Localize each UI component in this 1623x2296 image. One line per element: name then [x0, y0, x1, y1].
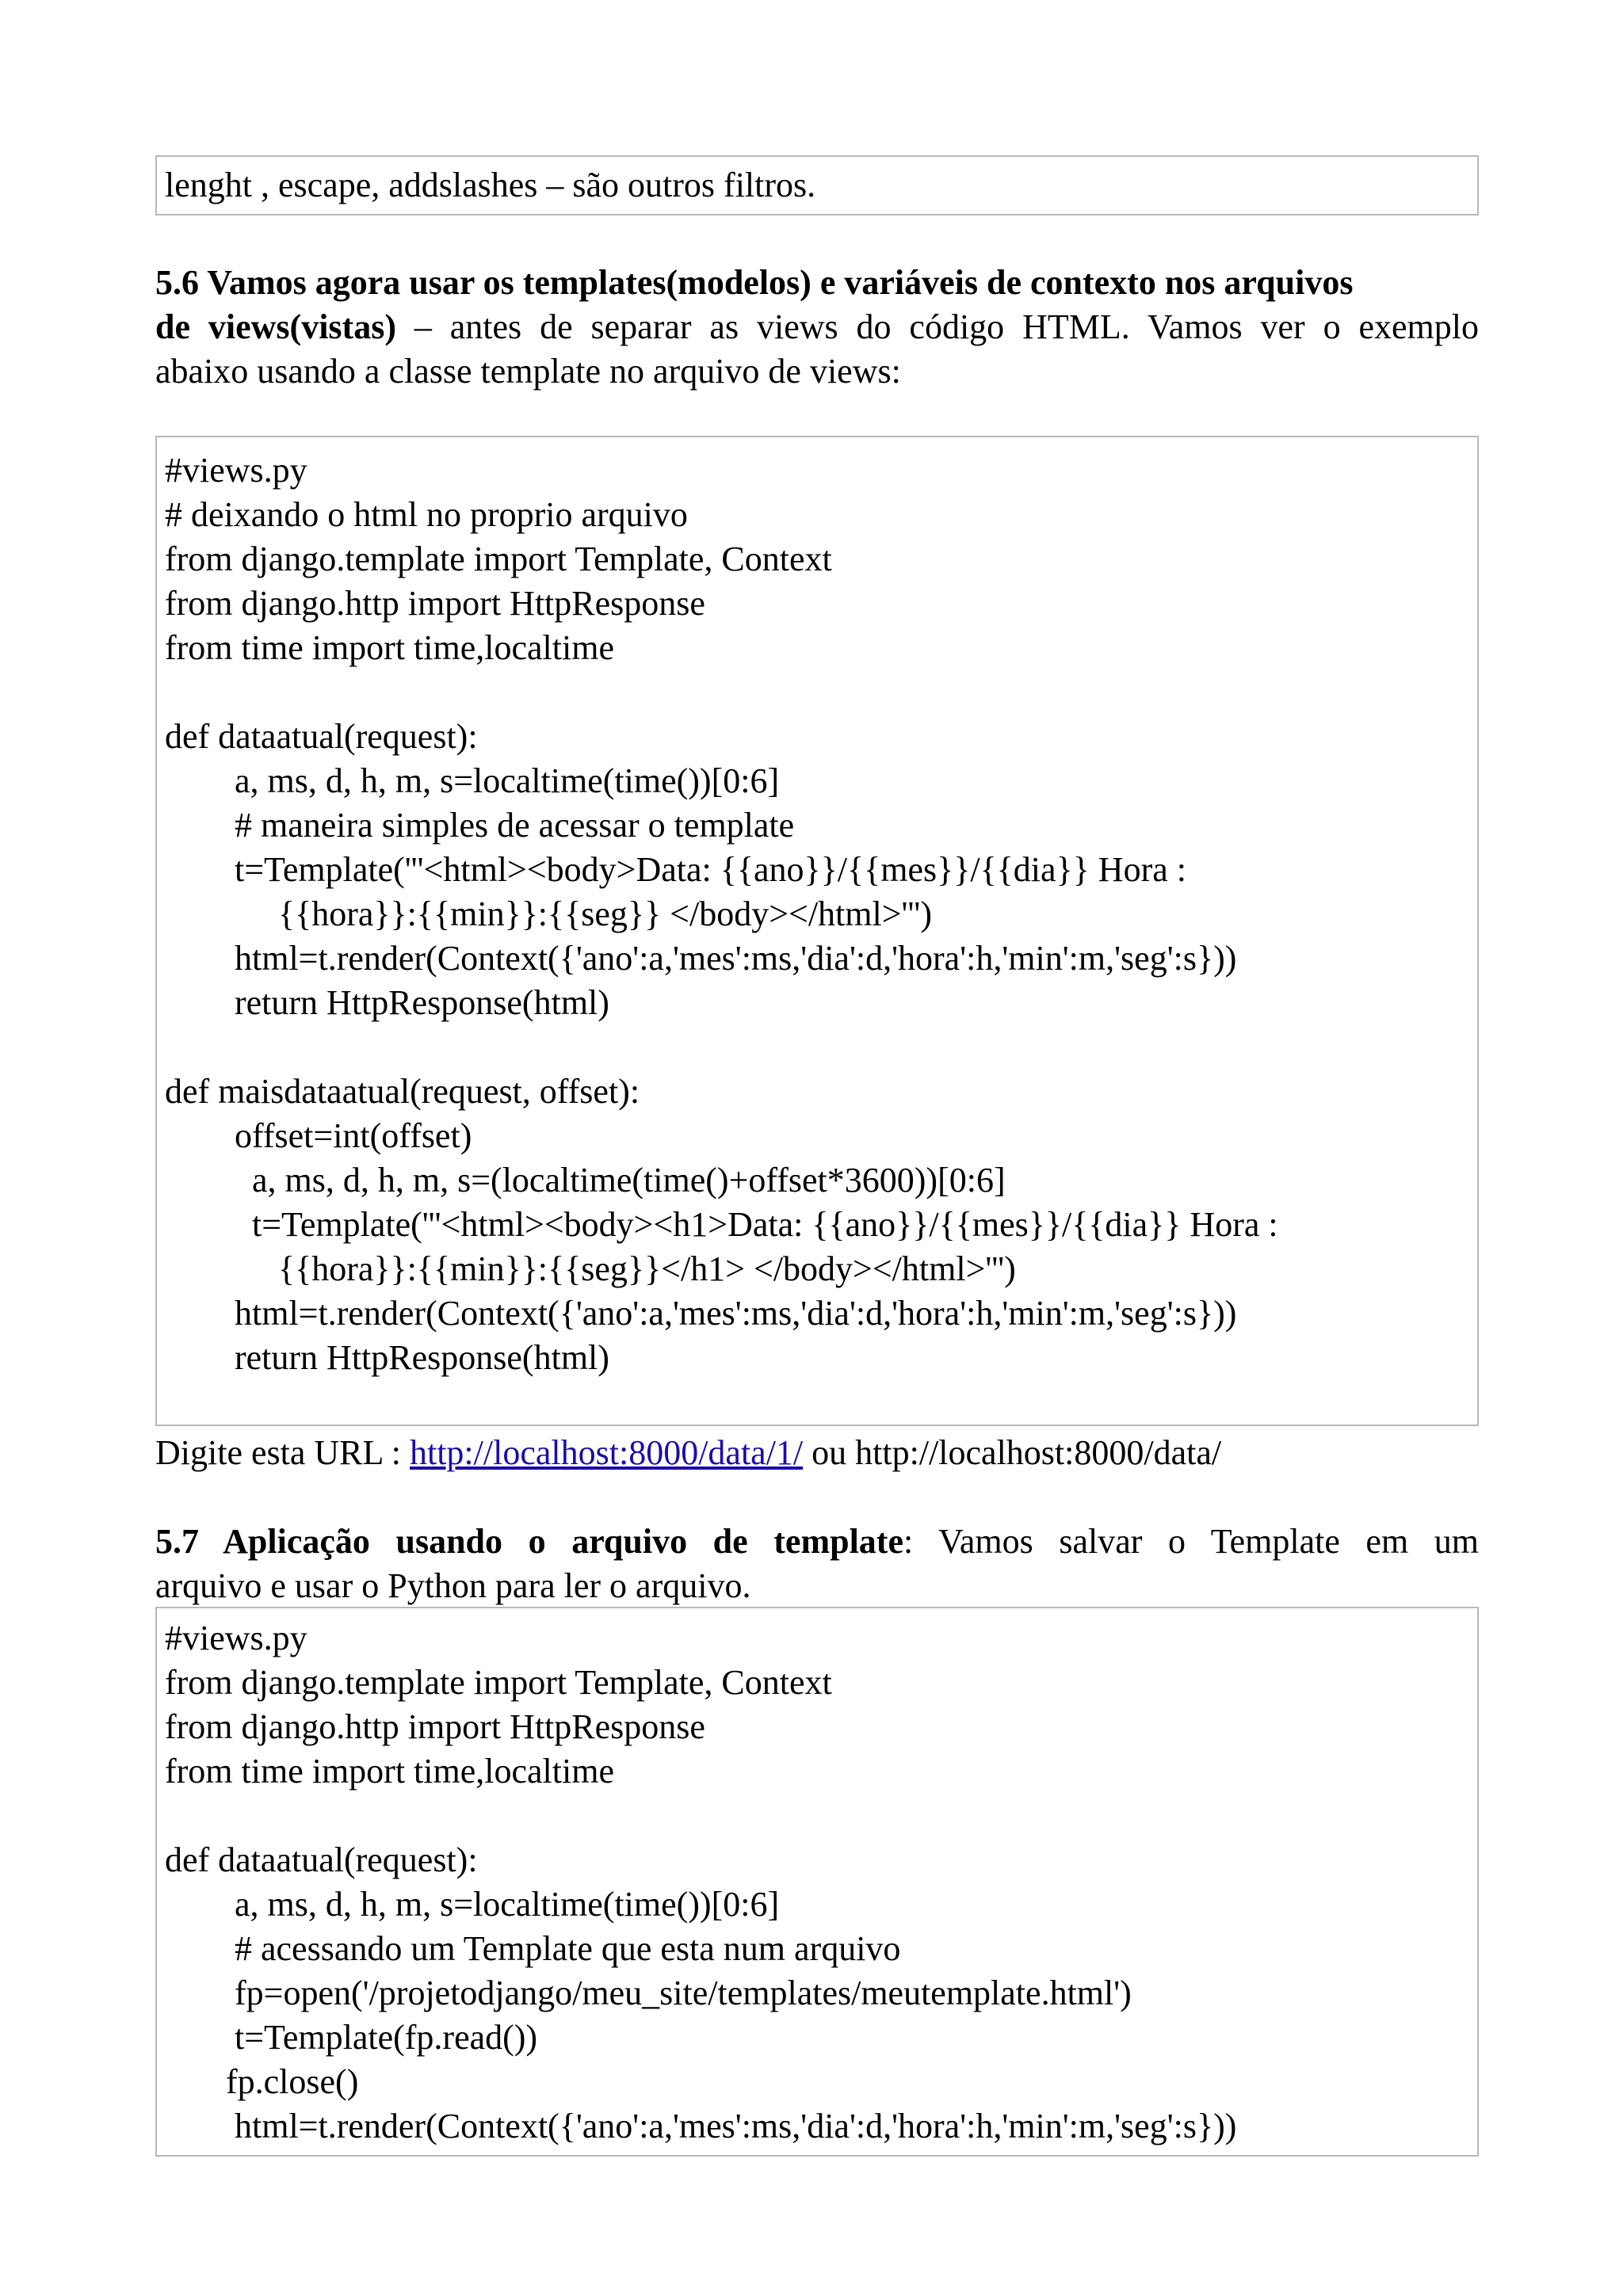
code-line: t=Template('''<html><body>Data: {{ano}}/{{mes}}/{{dia}} Hora : [165, 850, 1186, 889]
code-line: from time import time,localtime [165, 1752, 614, 1791]
section-5-6-line2 [155, 305, 1479, 349]
code-line: from django.template import Template, Context [165, 540, 832, 578]
code-line: # acessando um Template que esta num arquivo [165, 1929, 901, 1968]
section-5-7-line2: arquivo e usar o Python para ler o arquivo. [155, 1566, 751, 1605]
code-line: a, ms, d, h, m, s=localtime(time())[0:6] [165, 761, 780, 800]
section-5-6-heading-line1: 5.6 Vamos agora usar os templates(modelos) e variáveis de contexto nos arquivos [155, 263, 1354, 302]
code-line: #views.py [165, 451, 307, 490]
code-line: return HttpResponse(html) [165, 1338, 609, 1377]
note-text: lenght , escape, addslashes – são outros filtros. [165, 166, 816, 204]
section-5-7-heading [155, 1520, 1479, 1564]
code-line: a, ms, d, h, m, s=localtime(time())[0:6] [165, 1885, 780, 1924]
code-line: def dataatual(request): [165, 717, 478, 756]
section-5-7-heading-bold: 5.7 Aplicação usando o arquivo de template [155, 1522, 903, 1561]
code-line: html=t.render(Context({'ano':a,'mes':ms,'dia':d,'hora':h,'min':m,'seg':s})) [165, 2107, 1237, 2145]
code-line: t=Template(fp.read()) [165, 2018, 538, 2057]
url-instruction [155, 1431, 1479, 1475]
code-line: offset=int(offset) [165, 1116, 472, 1155]
code-line: fp=open('/projetodjango/meu_site/templates/meutemplate.html') [165, 1974, 1132, 2012]
url-prefix: Digite esta URL : [155, 1433, 410, 1472]
url-suffix: ou http://localhost:8000/data/ [803, 1433, 1222, 1472]
code-line: html=t.render(Context({'ano':a,'mes':ms,'dia':d,'hora':h,'min':m,'seg':s})) [165, 1294, 1237, 1333]
code-line: t=Template('''<html><body><h1>Data: {{ano}}/{{mes}}/{{dia}} Hora : [165, 1205, 1278, 1244]
code-line: # deixando o html no proprio arquivo [165, 495, 688, 534]
code-line: {{hora}}:{{min}}:{{seg}}</h1> </body></html>''') [165, 1249, 1016, 1288]
code-line: {{hora}}:{{min}}:{{seg}} </body></html>''') [165, 894, 932, 933]
code-line: fp.close() [165, 2062, 359, 2101]
code-line: def maisdataatual(request, offset): [165, 1072, 640, 1111]
code-line: return HttpResponse(html) [165, 983, 609, 1022]
section-5-6-heading [155, 261, 1479, 305]
section-5-6-line3: abaixo usando a classe template no arquivo de views: [155, 352, 901, 391]
section-5-6-heading-rest: – antes de separar as views do código HTML. Vamos ver o exemplo [395, 307, 1479, 346]
code-line: a, ms, d, h, m, s=(localtime(time()+offset*3600))[0:6] [165, 1161, 1006, 1199]
section-5-6-heading-bold: de views(vistas) [155, 307, 396, 346]
code-block-1 [155, 436, 1479, 1426]
code-block-2 [155, 1607, 1479, 2157]
code-line: #views.py [165, 1619, 307, 1657]
note-box [155, 155, 1479, 215]
localhost-data-link[interactable]: http://localhost:8000/data/1/ [409, 1433, 804, 1472]
code-line: # maneira simples de acessar o template [165, 806, 795, 845]
code-line: from django.http import HttpResponse [165, 584, 705, 623]
code-line: from django.http import HttpResponse [165, 1707, 705, 1746]
code-line: html=t.render(Context({'ano':a,'mes':ms,'dia':d,'hora':h,'min':m,'seg':s})) [165, 939, 1237, 978]
section-5-7-heading-rest: : Vamos salvar o Template em um [903, 1522, 1479, 1561]
code-line: def dataatual(request): [165, 1840, 478, 1879]
code-line: from django.template import Template, Context [165, 1663, 832, 1702]
code-line: from time import time,localtime [165, 628, 614, 667]
